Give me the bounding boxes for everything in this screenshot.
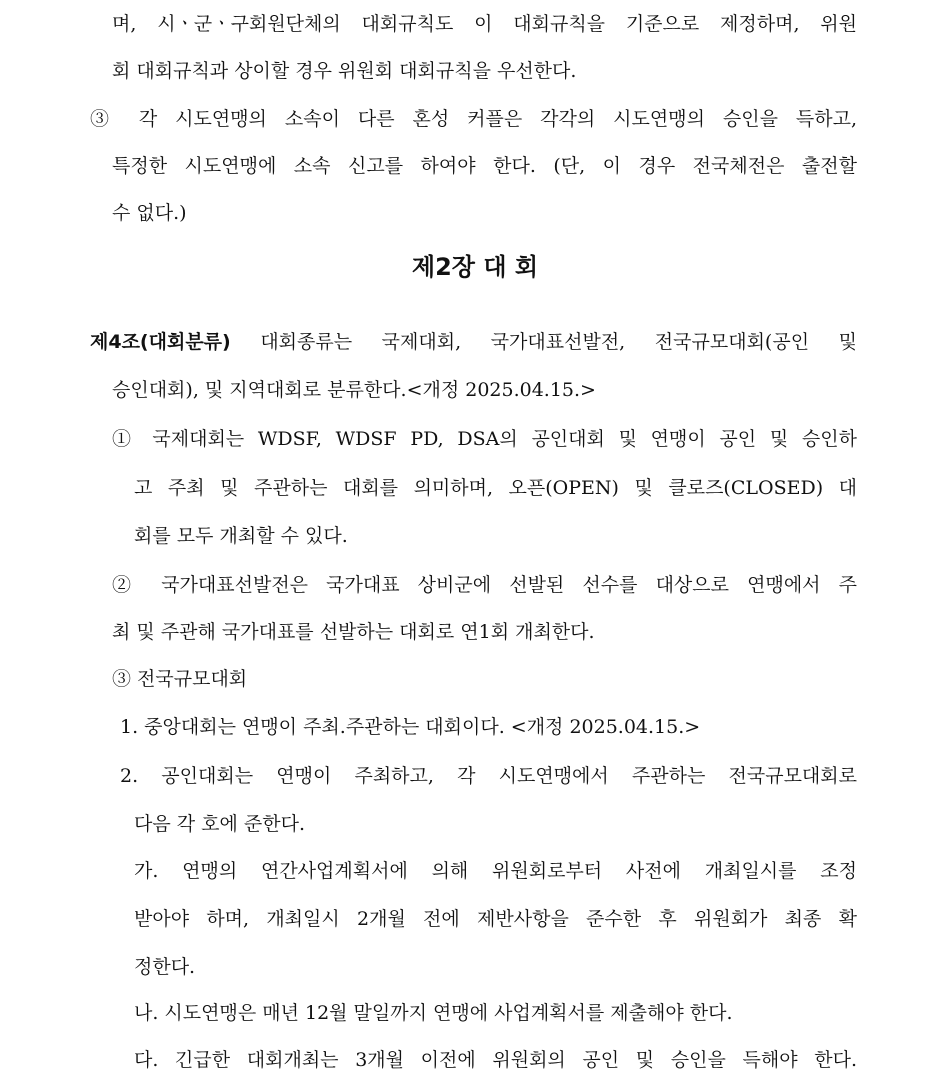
text-line: ① 국제대회는 WDSF, WDSF PD, DSA의 공인대회 및 연맹이 공인 및 승인하: [112, 428, 857, 450]
text-line: 회 대회규칙과 상이할 경우 위원회 대회규칙을 우선한다.: [112, 60, 577, 82]
text-line: 다음 각 호에 준한다.: [134, 813, 305, 835]
text-line: 1. 중앙대회는 연맹이 주최.주관하는 대회이다. <개정 2025.04.15.>: [120, 716, 701, 738]
article-title: 제4조(대회분류): [90, 331, 231, 353]
text-line: ③ 전국규모대회: [112, 668, 248, 690]
text-line: 받아야 하며, 개최일시 2개월 전에 제반사항을 준수한 후 위원회가 최종 확: [134, 908, 857, 930]
article-heading-line: [90, 328, 857, 356]
text-line: 승인대회), 및 지역대회로 분류한다.<개정 2025.04.15.>: [112, 379, 596, 401]
text-line: ③ 각 시도연맹의 소속이 다른 혼성 커플은 각각의 시도연맹의 승인을 득하고,: [90, 108, 857, 130]
text-line: 나. 시도연맹은 매년 12월 말일까지 연맹에 사업계획서를 제출해야 한다.: [134, 1002, 733, 1024]
text-line: 정한다.: [134, 956, 196, 978]
article-text: 대회종류는 국제대회, 국가대표선발전, 전국규모대회(공인 및: [260, 331, 857, 353]
text-line: 수 없다.): [112, 202, 187, 224]
text-line: 특정한 시도연맹에 소속 신고를 하여야 한다. (단, 이 경우 전국체전은 출전할: [112, 155, 857, 177]
text-line: 2. 공인대회는 연맹이 주최하고, 각 시도연맹에서 주관하는 전국규모대회로: [120, 765, 857, 787]
text-line: 며, 시ㆍ군ㆍ구회원단체의 대회규칙도 이 대회규칙을 기준으로 제정하며, 위원: [112, 13, 857, 35]
text-line: 회를 모두 개최할 수 있다.: [134, 525, 348, 547]
chapter-title: 제2장 대 회: [411, 253, 539, 281]
text-line: 최 및 주관해 국가대표를 선발하는 대회로 연1회 개최한다.: [112, 621, 595, 643]
text-line: 고 주최 및 주관하는 대회를 의미하며, 오픈(OPEN) 및 클로즈(CLOSED) 대: [134, 477, 857, 499]
text-line: 가. 연맹의 연간사업계획서에 의해 위원회로부터 사전에 개최일시를 조정: [134, 860, 857, 882]
text-line: ② 국가대표선발전은 국가대표 상비군에 선발된 선수를 대상으로 연맹에서 주: [112, 574, 857, 596]
text-line: 다. 긴급한 대회개최는 3개월 이전에 위원회의 공인 및 승인을 득해야 한다.: [134, 1049, 857, 1071]
